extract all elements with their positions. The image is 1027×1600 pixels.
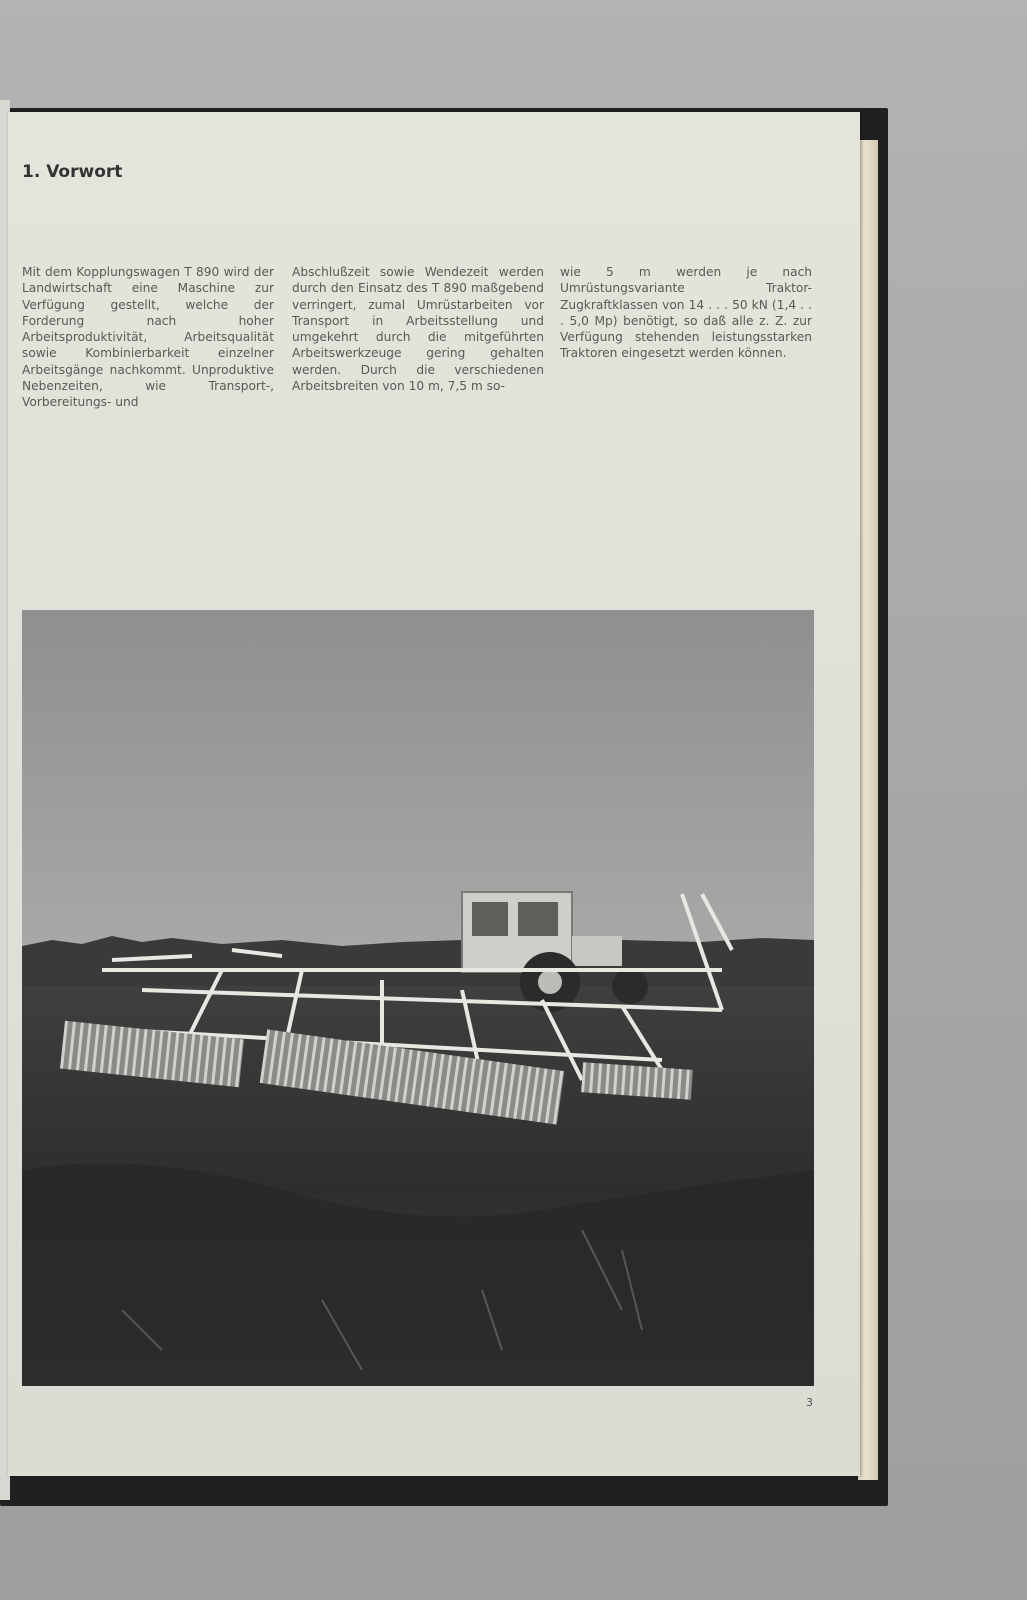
book-page <box>8 112 860 1476</box>
text-column-3: wie 5 m werden je nach Umrüstungsvariante Traktor-Zugkraftklassen von 14 . . . 50 kN (1,4 . . . 5,0 Mp) benötigt, so daß alle z. Z. zur Verfügung stehenden leistungsstarken Traktoren eingesetzt werden können. <box>560 265 812 361</box>
tractor-photo <box>22 610 814 1386</box>
page-edges <box>858 140 878 1480</box>
sky <box>22 610 814 950</box>
text-column-2: Abschlußzeit sowie Wendezeit werden durch den Einsatz des T 890 maßgebend verringert, zumal Umrüstarbeiten vor Transport in Arbeitsstellung und umgekehrt durch die mitgeführten Arbeitswerkzeuge gering gehalten werden. Durch die verschiedenen Arbeitsbreiten von 10 m, 7,5 m so- <box>292 265 544 394</box>
chapter-title: 1. Vorwort <box>22 162 123 182</box>
text-column-1: Mit dem Kopplungswagen T 890 wird der Landwirtschaft eine Maschine zur Verfügung gestellt, welche der Forderung nach hoher Arbeitsproduktivität, Arbeitsqualität sowie Kombinierbarkeit einzelner Arbeitsgänge nachkommt. Unproduktive Nebenzeiten, wie Transport-, Vorbereitungs- und <box>22 265 274 410</box>
page-number: 3 <box>806 1396 813 1409</box>
tree-line <box>22 936 814 990</box>
